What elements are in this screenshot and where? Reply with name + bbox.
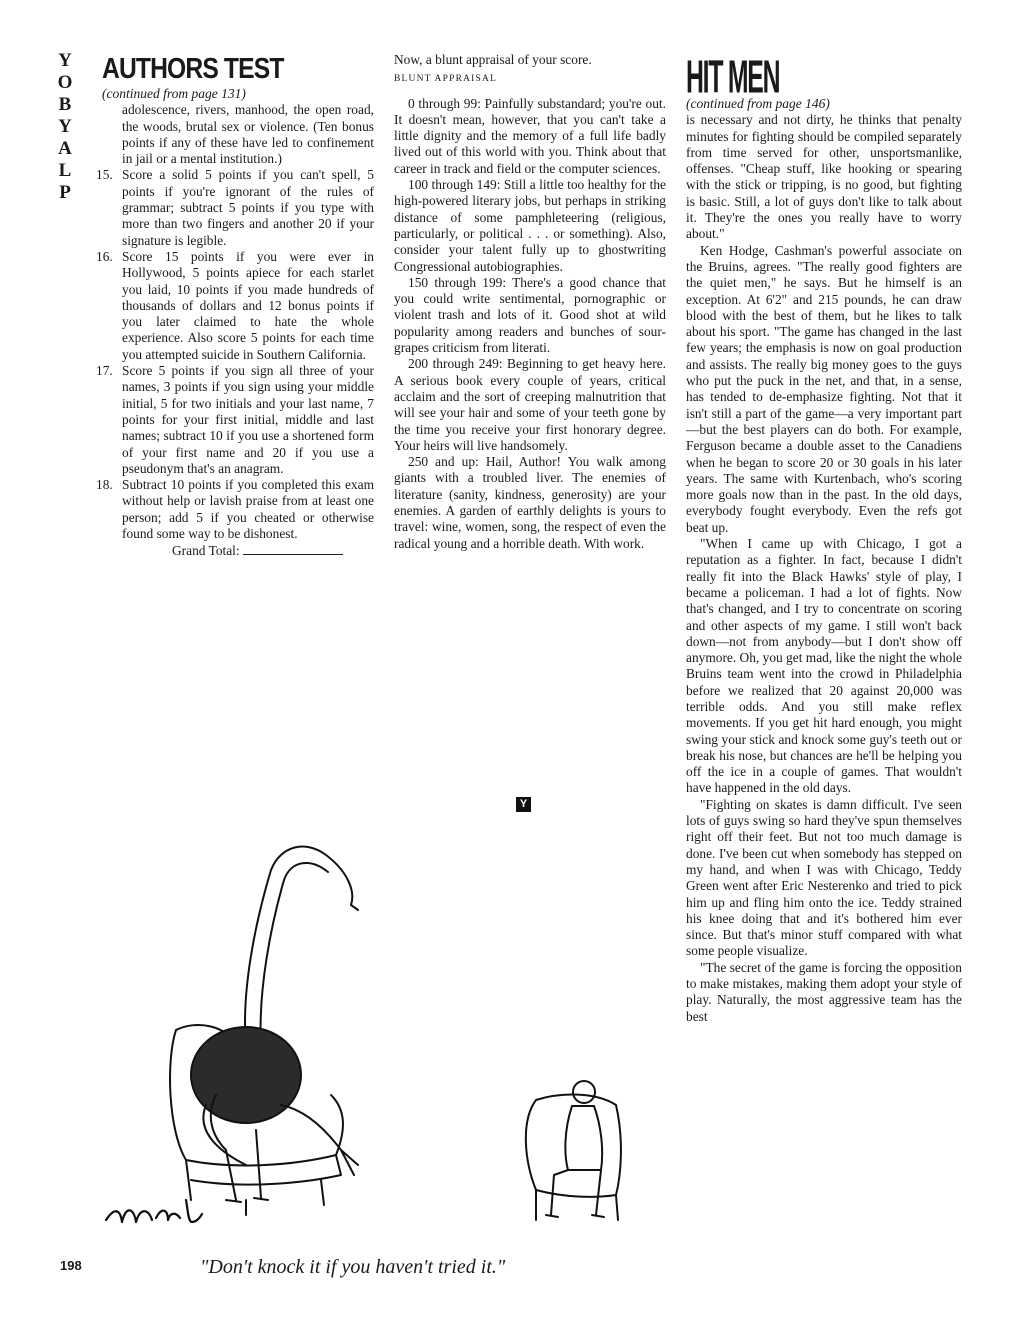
appraisal-paragraph: 0 through 99: Painfully substandard; you're out. It doesn't mean, however, that you can't take a little dignity and the memory of a full life badly lived out of this world with you. Think about that career in track and field or the computer sciences. <box>394 95 666 176</box>
ostrich-body <box>191 1027 301 1123</box>
magazine-logo <box>50 50 80 204</box>
item-number: 18. <box>96 477 113 493</box>
appraisal-lead: Now, a blunt appraisal of your score. <box>394 52 592 67</box>
item-number: 16. <box>96 248 113 264</box>
appraisal-subhead: BLUNT APPRAISAL <box>394 74 498 85</box>
grand-total-label: Grand Total: <box>172 543 240 559</box>
list-item <box>96 167 374 248</box>
item-text: Score 15 points if you were ever in Hollywood, 5 points apiece for each starlet you laid, 10 points if you made hundreds of thousands of dollars and 12 bonus points if you later claimed to hate the whole experience. Also score 5 points for each time you attempted suicide in Southern California. <box>122 248 374 362</box>
man-head <box>573 1081 595 1103</box>
list-item <box>96 248 374 363</box>
hit-men-column <box>686 52 962 1025</box>
right-chair-outline <box>526 1095 621 1220</box>
appraisal-paragraph: 150 through 199: There's a good chance that you could write sentimental, pornographic or violent trash and lots of it. Good shot at wild popularity among readers and bunches of sour-grapes criticism from literati. <box>394 274 666 356</box>
end-mark-icon: Y <box>516 797 531 812</box>
page-number: 198 <box>60 1258 82 1273</box>
logo-letter: Y <box>58 116 72 137</box>
article-paragraph: is necessary and not dirty, he thinks that penalty minutes for fighting should be compiled separately from time served for other, unsportsmanlike, offenses. "Cheap stuff, like hooking or spearing with the stick or tripping, is no good, but fighting is basic. Still, a lot of guys don't like to talk about it. They're the ones you really have to worry about." <box>686 112 962 242</box>
appraisal-paragraph: 200 through 249: Beginning to get heavy here. A serious book every couple of years, critical acclaim and the sort of creeping malnutrition that will see your hair and some of your teeth gone by the time you receive your first honorary degree. Your heirs will live handsomely. <box>394 356 666 453</box>
logo-letter: L <box>58 160 72 181</box>
list-item <box>96 477 374 542</box>
grand-total <box>102 542 374 559</box>
item-text: Subtract 10 points if you completed this exam without help or lavish praise from at least one person; add 5 if you cheated or otherwise found some way to be dishonest. <box>122 477 374 542</box>
appraisal-column <box>394 52 666 552</box>
logo-letter: P <box>59 182 71 203</box>
logo-letter: B <box>58 94 72 115</box>
grand-total-blank <box>243 542 343 555</box>
cartoon-caption: "Don't knock it if you haven't tried it." <box>200 1256 506 1278</box>
article-paragraph: "Fighting on skates is damn difficult. I've seen lots of guys swing so hard they've spun themselves right off their feet. But not too much damage is done. I've been cut when somebody has stepped on my hand, and when I was with Chicago, Teddy Green went after Eric Nesterenko and tried to pick him up and fling him onto the ice. Teddy strained his knee doing that and it's bothered him ever since. But that's minor stuff compared with what some people visualize. <box>686 796 962 959</box>
item-text: Score a solid 5 points if you can't spell, 5 points if you're ignorant of the rules of grammar; subtract 5 points if you type with more than two fingers and another 20 if your signature is legible. <box>122 167 374 248</box>
article-paragraph: "The secret of the game is forcing the opposition to make mistakes, making them adopt your style of play. Naturally, the most aggressive team has the best <box>686 959 962 1024</box>
article-paragraph: "When I came up with Chicago, I got a reputation as a fighter. In fact, because I didn't really fit into the Black Hawks' style of play, I became a policeman. I had a lot of fights. Now that's changed, and I try to concentrate on scoring and other aspects of my game. I still won't back down—not from anybody—but I don't show off anymore. Oh, you get mad, like the night the whole Bruins team went into the crowd in Philadelphia before we realized that 20 against 20,000 was terrible odds. And you still make reflex movements. If you get hit hard enough, you might swing your stick and knock some guy's teeth out or break his nose, but chances are he'll be helping you off the ice in a couple of games. That wouldn't have happened in the old days. <box>686 536 962 796</box>
logo-letter: Y <box>58 50 72 71</box>
continued-note: (continued from page 146) <box>686 96 830 111</box>
signature-text: Mal <box>96 830 98 831</box>
hit-men-headline: HIT MEN <box>686 52 780 103</box>
item-text: Score 5 points if you sign all three of your names, 3 points if you sign using your middle initial, 5 for two initials and your last name, 7 points for your first initial, middle and last names; subtract 10 if you use a shortened form of your first name and 20 if you use a pseudonym that's an anagram. <box>122 363 374 476</box>
item-number: 17. <box>96 363 113 379</box>
cartoonist-signature <box>106 1200 202 1222</box>
score-list <box>96 167 374 542</box>
article-paragraph: Ken Hodge, Cashman's powerful associate on the Bruins, agrees. "The really good fighters are the quiet men," he says. But he himself is an exception. At 6'2" and 215 pounds, he can draw blood with the best of them, but he likes to talk about his sport. "The game has changed in the last few years; the emphasis is now on goal production and assists. The really big money goes to the guys who put the puck in the net, and that, in a sense, has tended to de-emphasize fighting. Not that it isn't still a part of the game—a very important part—but the best players can do both. For example, Ferguson became a double asset to the Canadiens when he began to score 20 or 30 goals in his later years. The same with Kurtenbach, who's scoring more goals now than in the past. In the old days, everybody fought everybody. Even the refs got beat up. <box>686 242 962 535</box>
logo-letter: O <box>57 72 73 93</box>
logo-letter: A <box>58 138 72 159</box>
authors-test-column <box>96 52 374 560</box>
intro-paragraph: adolescence, rivers, manhood, the open road, the woods, brutal sex or violence. (Ten bonus points if any of these have led to confinement in jail or a mental institution.) <box>122 102 374 167</box>
continued-note: (continued from page 131) <box>102 86 246 101</box>
appraisal-paragraph: 250 and up: Hail, Author! You walk among giants with a troubled liver. The enemies of literature (sanity, kindness, generosity) are your enemies. A garden of earthly delights is yours to travel: wine, women, song, the respect of even the radical young and a horrible death. With work. <box>394 454 666 551</box>
list-item <box>96 363 374 477</box>
cartoon-illustration <box>96 830 656 1250</box>
authors-test-headline: AUTHORS TEST <box>102 53 284 85</box>
appraisal-paragraph: 100 through 149: Still a little too healthy for the high-powered literary jobs, but perhaps in striking distance of some pamphleteering (religious, particularly, or political . . . or something). Also, consider your talent fully up to ghostwriting Congressional autobiographies. <box>394 177 666 274</box>
item-number: 15. <box>96 167 113 183</box>
